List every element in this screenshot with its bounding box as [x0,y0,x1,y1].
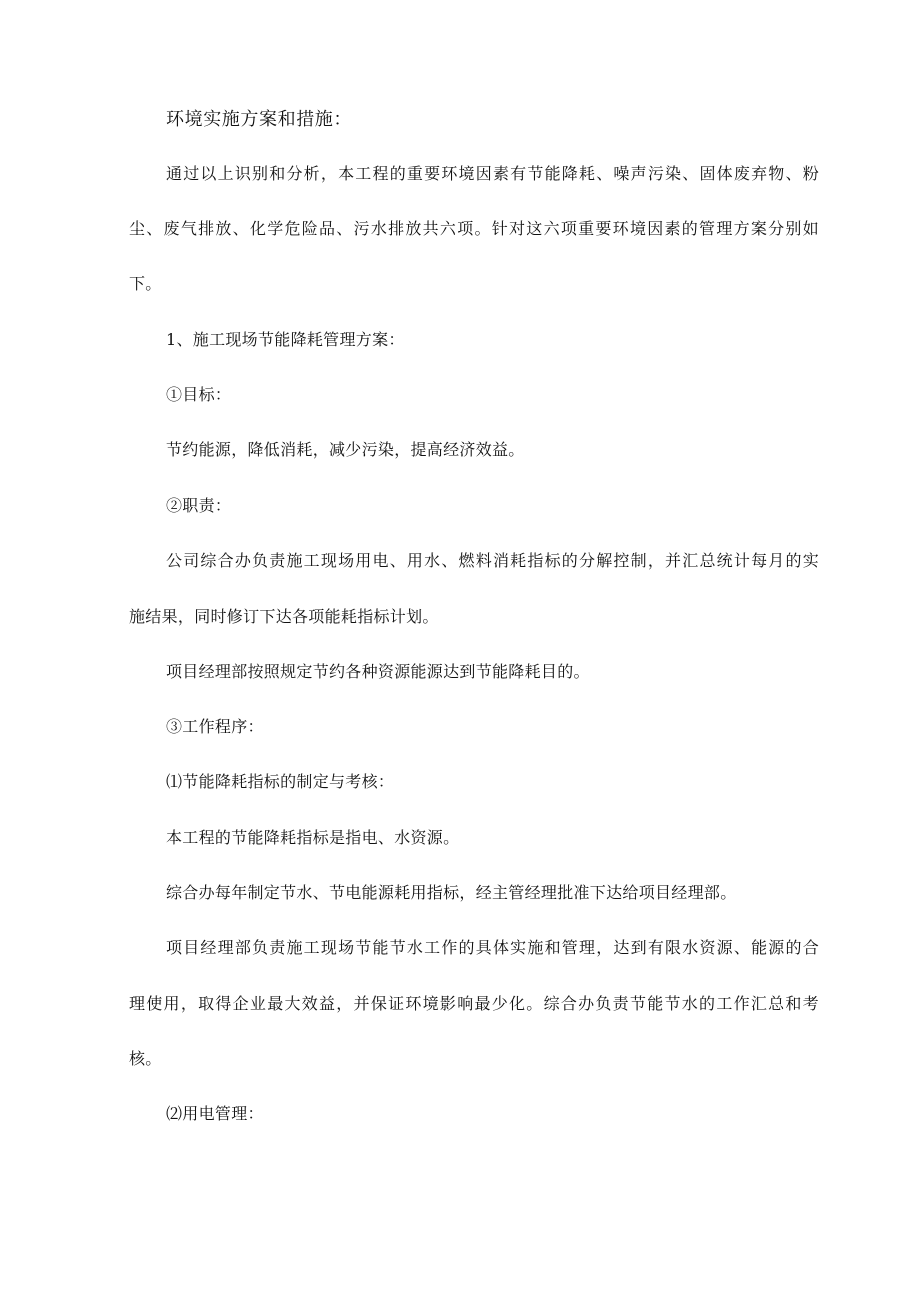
section-1-heading: 1、施工现场节能降耗管理方案： [166,330,405,349]
duty-heading: ②职责： [166,496,232,515]
duty-para-1-line-2: 施结果，同时修订下达各项能耗指标计划。 [129,607,439,626]
sub-1-para-1: 本工程的节能降耗指标是指电、水资源。 [166,828,460,847]
intro-line-1: 通过以上识别和分析，本工程的重要环境因素有节能降耗、噪声污染、固体废弃物、粉 [166,164,819,183]
sub-1-para-3-line-3: 核。 [129,1049,162,1068]
goal-heading: ①目标： [166,385,232,404]
sub-1-para-3-line-2: 理使用，取得企业最大效益，并保证环境影响最少化。综合办负责节能节水的工作汇总和考 [129,994,819,1013]
duty-para-1-line-1: 公司综合办负责施工现场用电、用水、燃料消耗指标的分解控制，并汇总统计每月的实 [166,551,819,570]
goal-text: 节约能源，降低消耗，减少污染，提高经济效益。 [166,440,525,459]
sub-1-para-2: 综合办每年制定节水、节电能源耗用指标，经主管经理批准下达给项目经理部。 [166,883,737,902]
duty-para-2: 项目经理部按照规定节约各种资源能源达到节能降耗目的。 [166,662,590,681]
document-title: 环境实施方案和措施： [166,109,352,130]
intro-line-2: 尘、废气排放、化学危险品、污水排放共六项。针对这六项重要环境因素的管理方案分别如 [129,219,819,238]
sub-1-para-3-line-1: 项目经理部负责施工现场节能节水工作的具体实施和管理，达到有限水资源、能源的合 [166,938,819,957]
sub-1-heading: ⑴节能降耗指标的制定与考核： [166,772,395,791]
sub-2-heading: ⑵用电管理： [166,1104,264,1123]
intro-line-3: 下。 [129,274,162,293]
procedure-heading: ③工作程序： [166,717,264,736]
